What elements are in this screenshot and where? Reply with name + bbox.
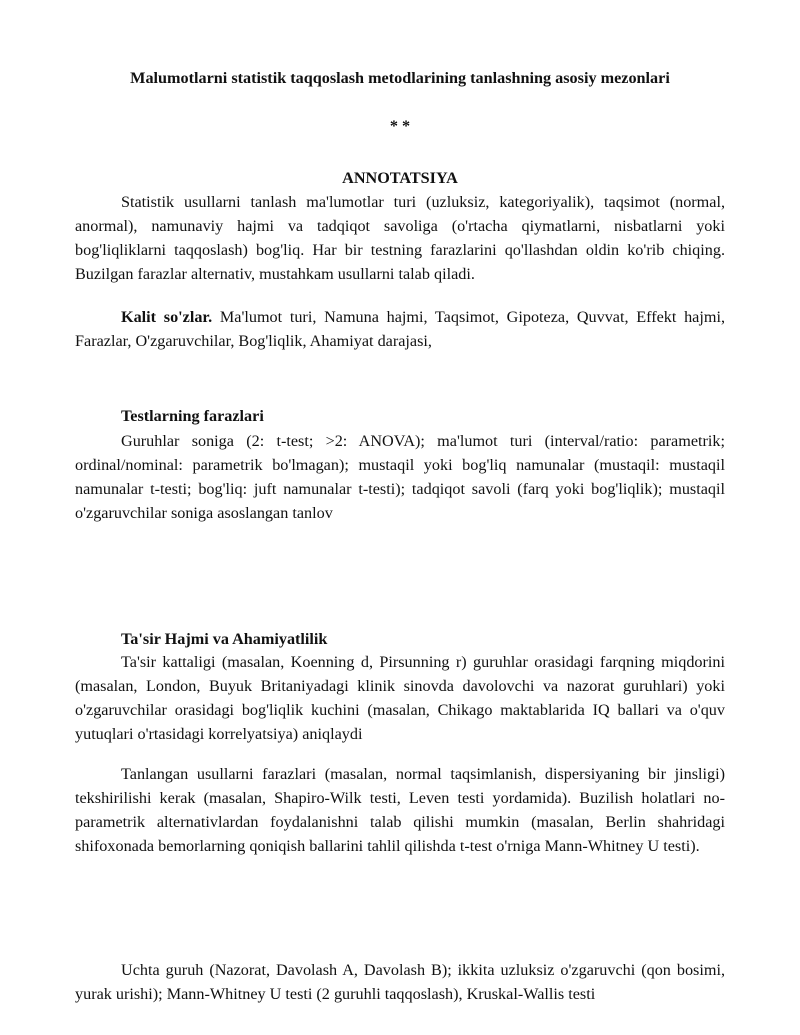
section-heading-assumptions: Testlarning farazlari <box>121 407 264 425</box>
document-title: Malumotlarni statistik taqqoslash metodlarining tanlashning asosiy mezonlari <box>130 69 670 87</box>
effect-size-paragraph: Ta'sir kattaligi (masalan, Koenning d, Pirsunning r) guruhlar orasidagi farqning miqdorini (masalan, London, Buyuk Britaniyadagi klinik sinovda davolovchi va nazorat guruhlari) yoki o'zgaruvchilar orasidagi bog'liqlik kuchini (masalan, Chikago maktablarida IQ ballari va o'quv yutuqlari o'rtasidagi korrelyatsiya) aniqlaydi <box>75 653 725 743</box>
assumptions-check-paragraph: Tanlangan usullarni farazlari (masalan, normal taqsimlanish, dispersiyaning bir jinsligi) tekshirilishi kerak (masalan, Shapiro-Wilk testi, Leven testi yordamida). Buzilish holatlari no-parametrik alternativlardan foydalanishni talab qilishi mumkin (masalan, Berlin shahridagi shifoxonada bemorlarning qoniqish ballarini tahlil qilishda t-test o'rniga Mann-Whitney U testi). <box>75 765 725 855</box>
keywords-label: Kalit so'zlar. <box>121 308 213 326</box>
section-heading-effect-size: Ta'sir Hajmi va Ahamiyatlilik <box>121 630 328 648</box>
assumptions-paragraph: Guruhlar soniga (2: t-test; >2: ANOVA); ma'lumot turi (interval/ratio: parametrik; ordinal/nominal: parametrik bo'lmagan); mustaqil yoki bog'liq namunalar (mustaqil: mustaqil namunalar t-testi; bog'liq: juft namunalar t-testi); tadqiqot savoli (farq yoki bog'liqlik); mustaqil o'zgaruvchilar soniga asoslangan tanlov <box>75 432 725 522</box>
separator-stars: * * <box>389 117 411 135</box>
keywords-text: Ma'lumot turi, Namuna hajmi, Taqsimot, Gipoteza, Quvvat, Effekt hajmi, Farazlar, O'zgaruvchilar, Bog'liqlik, Ahamiyat darajasi, <box>75 308 725 350</box>
annotation-heading: ANNOTATSIYA <box>342 169 458 187</box>
annotation-paragraph: Statistik usullarni tanlash ma'lumotlar turi (uzluksiz, kategoriyalik), taqsimot (normal, anormal), namunaviy hajmi va tadqiqot savoliga (o'rtacha qiymatlarni, nisbatlarni yoki bog'liqliklarni taqqoslash) bog'liq. Har bir testning farazlarini qo'llashdan oldin ko'rib chiqing. Buzilgan farazlar alternativ, mustahkam usullarni talab qiladi. <box>75 193 725 283</box>
groups-paragraph: Uchta guruh (Nazorat, Davolash A, Davolash B); ikkita uzluksiz o'zgaruvchi (qon bosimi, yurak urishi); Mann-Whitney U testi (2 guruhli taqqoslash), Kruskal-Wallis testi <box>75 961 725 1003</box>
keywords-paragraph <box>75 305 725 353</box>
